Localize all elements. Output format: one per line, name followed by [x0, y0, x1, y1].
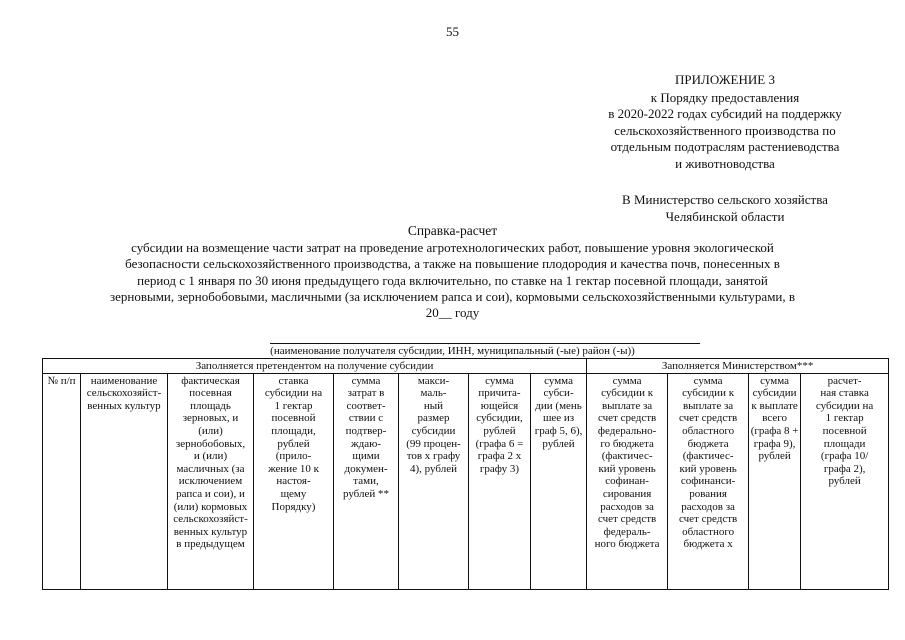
addressee-line: В Министерство сельского хозяйства — [622, 192, 828, 207]
column-header-line: рования — [689, 487, 727, 500]
column-header-line: ждаю- — [351, 437, 381, 450]
column-header-line: в предыдущем — [176, 538, 245, 551]
column-header-line: субсидии на — [264, 387, 323, 400]
column-header-line: площадь — [190, 399, 231, 412]
column-header-line: докумен- — [344, 462, 388, 475]
column-header-line: затрат в — [347, 387, 385, 400]
column-header-line: щему — [280, 487, 307, 500]
appendix-title: ПРИЛОЖЕНИЕ 3 — [675, 72, 775, 87]
column-header-2 — [81, 373, 168, 589]
column-header-line: сумма — [612, 374, 642, 387]
column-header-line: расчет- — [827, 374, 862, 387]
column-header-6 — [399, 373, 469, 589]
document-title: Справка-расчет — [407, 223, 498, 238]
recipient-fill-line — [270, 343, 700, 344]
column-header-line: рублей — [828, 475, 861, 488]
column-header-12 — [801, 373, 889, 589]
column-header-line: счет средств — [678, 412, 738, 425]
column-header-line: субсидии, — [476, 412, 523, 425]
column-header-line: площади, — [271, 424, 316, 437]
column-header-line: сельскохозяйст- — [86, 387, 162, 400]
column-header-8 — [531, 373, 587, 589]
column-header-line: причита- — [478, 387, 521, 400]
column-header-line: сумма — [693, 374, 723, 387]
column-header-line: исключением — [178, 475, 243, 488]
column-header-line: (или) кормовых — [173, 500, 248, 513]
column-header-line: счет средств — [678, 513, 738, 526]
column-header-line: бюджета х — [683, 538, 733, 551]
column-header-line: го бюджета — [600, 437, 654, 450]
column-header-line: сумма — [485, 374, 514, 387]
column-header-line: площади — [823, 437, 866, 450]
column-header-line: соответ- — [346, 399, 386, 412]
recipient-caption: (наименование получателя субсидии, ИНН, муниципальный (-ые) район (-ы)) — [270, 345, 635, 357]
column-header-line: (прило- — [275, 450, 312, 463]
column-header-line: щими — [352, 450, 380, 463]
column-header-line: (графа 6 = — [475, 437, 524, 450]
column-header-line: № п/п — [47, 374, 76, 387]
column-header-line: субсидии — [411, 424, 456, 437]
addressee-block — [560, 192, 890, 225]
column-header-line: дии (мень — [535, 399, 582, 412]
column-header-line: рублей — [758, 450, 791, 463]
subtitle-line: субсидии на возмещение части затрат на проведение агротехнологических работ, повышение уровня экологической — [131, 240, 774, 255]
column-header-line: рапса и сои), и — [176, 487, 245, 500]
column-header-line: жение 10 к — [268, 462, 319, 475]
column-header-line: венных культур — [173, 525, 248, 538]
column-header-line: графа 9), — [753, 437, 796, 450]
column-header-line: бюджета — [687, 437, 729, 450]
column-header-line: маль- — [420, 387, 447, 400]
addressee-line: Челябинской области — [665, 208, 785, 224]
column-header-4 — [254, 373, 334, 589]
column-header-line: посевная — [189, 387, 232, 400]
column-header-line: зернобобовых, — [175, 437, 246, 450]
column-header-line: кий уровень — [598, 462, 656, 475]
column-header-line: ного бюджета — [594, 538, 660, 551]
column-header-line: кий уровень — [679, 462, 737, 475]
column-header-line: расходов за — [681, 500, 735, 513]
column-header-line: размер — [417, 412, 450, 425]
column-header-line: посевной — [271, 412, 316, 425]
column-header-9 — [587, 373, 668, 589]
column-header-line: федераль- — [603, 525, 651, 538]
column-header-line: 4), рублей — [410, 462, 457, 475]
column-header-line: федерально- — [597, 424, 657, 437]
subtitle-line: период с 1 января по 30 июня предыдущего года включительно, по ставке на 1 гектар посевной площади, занятой — [137, 272, 768, 288]
column-header-line: счет средств — [597, 412, 657, 425]
column-header-line: субси- — [543, 387, 574, 400]
column-header-line: (фактичес- — [601, 450, 653, 463]
column-header-line: посевной — [822, 424, 867, 437]
column-header-line: фактическая — [181, 374, 240, 387]
ministry-group-header: Заполняется Министерством*** — [587, 359, 889, 374]
column-header-line: ный — [423, 399, 444, 412]
column-header-line: субсидии — [752, 387, 797, 400]
column-header-line: сирования — [602, 487, 652, 500]
column-header-line: сумма — [544, 374, 573, 387]
column-header-line: наименование — [90, 374, 158, 387]
column-header-line: областного — [682, 525, 735, 538]
column-header-line: рублей — [542, 437, 575, 450]
column-header-line: (графа 10/ — [820, 450, 869, 463]
column-header-line: субсидии к — [601, 387, 654, 400]
column-header-line: счет средств — [597, 513, 657, 526]
column-header-line: ствии с — [348, 412, 384, 425]
column-header-line: (графа 8 + — [750, 424, 799, 437]
appendix-line: и животноводства — [675, 155, 775, 171]
column-header-1 — [43, 373, 81, 589]
column-header-line: тов х графу — [406, 450, 461, 463]
column-header-11 — [749, 373, 801, 589]
column-header-line: макси- — [417, 374, 450, 387]
column-header-row — [43, 373, 889, 589]
column-header-line: (фактичес- — [682, 450, 734, 463]
column-header-line: областного — [682, 424, 735, 437]
column-header-line: тами, — [353, 475, 379, 488]
column-header-line: к выплате — [751, 399, 798, 412]
column-header-line: графу 3) — [479, 462, 520, 475]
appendix-line: в 2020-2022 годах субсидий на поддержку — [608, 106, 842, 121]
column-header-line: (99 процен- — [406, 437, 461, 450]
column-header-line: и (или) — [193, 450, 228, 463]
column-header-7 — [469, 373, 531, 589]
column-header-line: субсидии на — [815, 399, 874, 412]
column-header-line: расходов за — [600, 500, 654, 513]
column-header-line: сумма — [351, 374, 381, 387]
column-header-5 — [334, 373, 399, 589]
column-header-line: венных культур — [87, 399, 161, 412]
column-header-line: масличных (за — [176, 462, 245, 475]
column-header-line: рублей ** — [342, 487, 390, 500]
applicant-group-header: Заполняется претендентом на получение субсидии — [43, 359, 587, 374]
column-header-line: ная ставка — [820, 387, 869, 400]
column-header-line: софинанси- — [680, 475, 736, 488]
column-header-line: зерновых, и — [182, 412, 239, 425]
subtitle-line: безопасности сельскохозяйственного производства, а также на повышение плодородия и качества почв, понесенных в — [125, 256, 780, 272]
column-header-line: шее из — [542, 412, 575, 425]
column-header-line: выплате за — [601, 399, 653, 412]
column-header-line: ставка — [278, 374, 309, 387]
document-subtitle — [0, 240, 905, 321]
column-header-line: (или) — [198, 424, 223, 437]
subtitle-line: 20__ году — [425, 305, 480, 321]
column-header-line: сумма — [760, 374, 789, 387]
column-header-line: графа 2 х — [477, 450, 522, 463]
column-header-line: софинан- — [605, 475, 649, 488]
column-header-line: выплате за — [682, 399, 734, 412]
column-header-line: графа 2), — [823, 462, 866, 475]
appendix-line: к Порядку предоставления — [650, 89, 800, 105]
column-header-3 — [168, 373, 254, 589]
subtitle-line: зерновыми, зернобобовыми, масличными (за исключением рапса и сои), кормовыми сельскохозяйственными культурами, в — [109, 288, 796, 304]
subsidy-calculation-table — [42, 358, 889, 590]
column-header-line: настоя- — [276, 475, 311, 488]
page-number: 55 — [446, 24, 459, 39]
column-header-line: рублей — [483, 424, 516, 437]
appendix-line: сельскохозяйственного производства по — [614, 122, 836, 138]
column-header-line: субсидии к — [682, 387, 735, 400]
column-header-line: подтвер- — [345, 424, 387, 437]
column-header-line: 1 гектар — [825, 412, 864, 425]
column-header-line: всего — [762, 412, 787, 425]
column-header-line: рублей — [277, 437, 310, 450]
appendix-line: отдельным подотраслям растениеводства — [610, 139, 840, 154]
column-header-line: 1 гектар — [274, 399, 313, 412]
column-header-line: граф 5, 6), — [534, 424, 583, 437]
column-header-line: ющейся — [480, 399, 519, 412]
appendix-block — [560, 72, 890, 172]
column-header-line: сельскохозяйст- — [173, 513, 248, 526]
column-header-10 — [668, 373, 749, 589]
column-header-line: Порядку) — [271, 500, 316, 513]
